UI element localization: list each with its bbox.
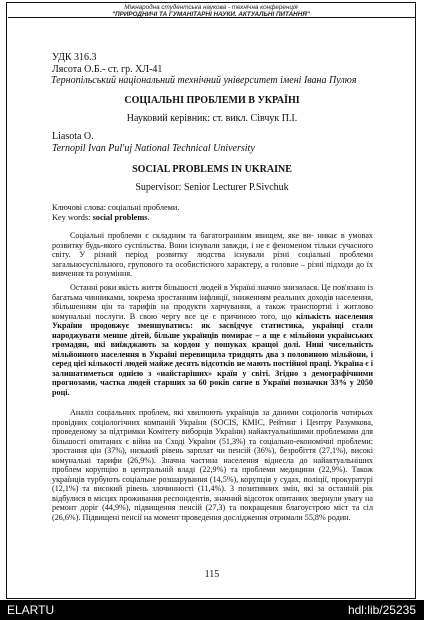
- title-en: SOCIAL PROBLEMS IN UKRAINE: [132, 164, 292, 175]
- supervisor-en: Supervisor: Senior Lecturer P.Sivchuk: [135, 182, 289, 193]
- keywords-en-label: Key words:: [52, 212, 91, 222]
- university-en: Ternopil Ivan Pul'uj National Technical University: [52, 142, 255, 154]
- keywords-ua-value: соціальні проблеми.: [108, 203, 180, 212]
- article-meta-en: [52, 131, 372, 154]
- supervisor-ua: Науковий керівник: ст. викл. Сівчук П.І.: [126, 113, 298, 124]
- keywords-ua-label: Ключові слова:: [52, 203, 106, 212]
- author-en: Liasota O.: [52, 131, 94, 142]
- keywords-ua: [52, 203, 372, 213]
- footer-repository: ELARTU: [7, 603, 55, 617]
- paragraph-1: Соціальні проблеми є складним та багатогранним явищем, яке ви- никає в умовах розвитку будь-якого суспільства. Вони існували завжди, і не є феноменом тільки сучасного світу. У різний період розвитку людства існували різні соціальні проблеми загальносуспільного, групового та особистісного характеру, а головне – різні підходи до їх вивчення та розуміння.: [52, 231, 373, 279]
- author-ua: Лясота О.Б.- ст. гр. ХЛ-41: [52, 63, 163, 75]
- footer-handle: hdl:lib/25235: [347, 603, 416, 617]
- university-ua: Тернопільський національний технічний університет імені Івана Пулюя: [51, 75, 357, 86]
- paragraph-2: Останні роки якість життя більшості людей в Україні значно знизилася. Це пов'язано із багатьма чинниками, зокрема зростанням інфляції, зниженням реальних доходів населення, збільшенням цін та тарифів на продукти харчування, а також транспортні і житлово комунальні послуги. В свою чергу все це є причиною того, що кількість населення України продовжує зменшуватись: як засвідчує статистика, українці стали народжувати менше дітей, більше українців помирає – а ще є мільйони українських громадян, які виїжджають за кордон у пошуках кращої долі. Нині чисельність мільйонного населення в Україні перевищила тридцять два з половиною мільйони, і серед цієї кількості людей майже десять відсотків не мають постійної праці. Україна є і залишатиметься однією з «найстаріших» країн у світі. Згідно з демографічними прогнозами, частка людей старших за 60 років сягне в Україні позначки 33% у 2050 році.: [52, 283, 373, 398]
- header-divider: [8, 17, 416, 18]
- keywords-en-value: social problems: [92, 212, 148, 222]
- keywords-en: Key words: social problems.: [52, 212, 150, 222]
- conference-title: Міжнародна студентська наукова - технічна конференція: [124, 4, 298, 11]
- title-ua: СОЦІАЛЬНІ ПРОБЛЕМИ В УКРАЇНІ: [124, 95, 300, 106]
- keywords: [52, 203, 372, 222]
- conference-subtitle: "ПРИРОДНИЧІ ТА ГУМАНІТАРНІ НАУКИ. АКТУАЛЬНІ ПИТАННЯ": [112, 11, 310, 18]
- footer-bar: [0, 600, 424, 620]
- page-number: 115: [204, 569, 220, 580]
- paragraph-2-bold: кількість населення України продовжує зменшуватись: як засвідчує статистика, українці стали народжувати менше дітей, більше українців помирає – а ще є мільйони українських громадян, які виїжджають за кордон у пошуках кращої долі. Нині чисельність мільйонного населення в Україні перевищила тридцять два з половиною мільйони, і серед цієї кількості людей майже десять відсотків не мають постійної праці. Україна є і залишатиметься однією з «найстаріших» країн у світі. Згідно з демографічними прогнозами, частка людей старших за 60 років сягне в Україні позначки 33% у 2050 році.: [52, 311, 373, 398]
- udk-code: УДК 316.3: [52, 52, 97, 63]
- conference-header: [7, 4, 415, 18]
- paragraph-3: Аналіз соціальних проблем, які хвилюють українців за даними соціологів чотирьох провідних соціологічних компаній України (SOCIS, КМІС, Рейтинг і Центру Разумкова, проведеному за підтримки Комітету виборців України) найактуальнішими проблемами для більшості опитаних є війна на Сході України (51,3%) та соціально-економічні проблеми: зростання цін (37%), низький рівень зарплат чи пенсій (36%), безробіття (27,1%), високі комунальні тарифи (26,9%). Значна частина населення віднесла до найактуальніших проблем корупцію в центральній владі (22,9%) та проблеми медицини (22,9%). Також українців турбують соціальне розшарування (14,5%), корупція у судах, поліції, прокуратурі (12,1%) та високий рівень злочинності (11,4%). З позитивних змін, які за останній рік відбулися в місцях проживання респондентів, значний відсоток опитаних звернули увагу на ремонт доріг (44,9%), підвищення пенсій (27,3) та покращення благоустрою міст та сіл (26,6%). Підвищені пенсії на момент проведення дослідження отримали 55,8% родин.: [52, 408, 373, 523]
- article-meta-ua: [52, 52, 372, 87]
